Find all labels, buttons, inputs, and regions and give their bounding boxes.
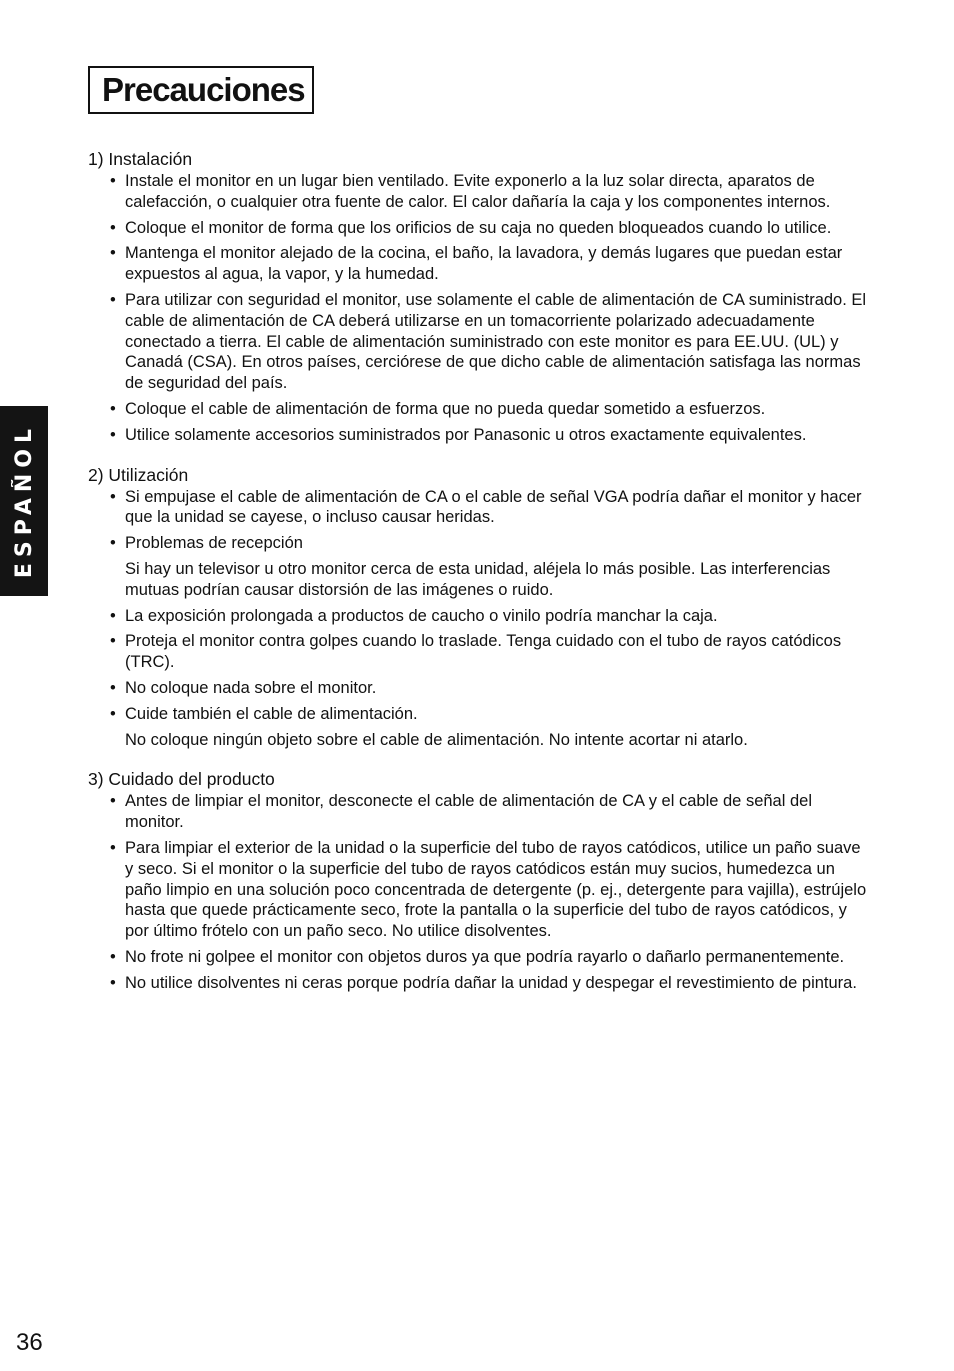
bullet-icon: • xyxy=(110,172,116,190)
bullet-icon: • xyxy=(110,973,116,992)
bullet-icon: • xyxy=(110,425,116,444)
list-item-subtext: Si hay un televisor u otro monitor cerca de esta unidad, aléjela lo más posible. Las interferencias mutuas podrían causar distorsión de las imágenes o ruido. xyxy=(125,559,831,599)
list-item xyxy=(88,533,868,600)
list-item-text: Si empujase el cable de alimentación de CA o el cable de señal VGA podría dañar el monitor y hacer que la unidad se cayese, o incluso causar heridas. xyxy=(125,487,862,527)
list-item xyxy=(88,678,868,699)
list-item-text: Para utilizar con seguridad el monitor, use solamente el cable de alimentación de CA suministrado. El cable de alimentación de CA deberá utilizarse en un tomacorriente polarizado adecuadamente conectado a tierra. El cable de alimentación suministrado con este monitor es para EE.UU. (UL) y Canadá (CSA). En otros países, cerciórese de que dicho cable de alimentación satisfaga las normas de seguridad del país. xyxy=(125,290,867,393)
precautions-section xyxy=(88,768,868,993)
section-heading: 1) Instalación xyxy=(88,149,193,169)
bullet-icon: • xyxy=(110,838,116,857)
list-item-text: Coloque el monitor de forma que los orificios de su caja no queden bloqueados cuando lo utilice. xyxy=(125,218,832,237)
bullet-icon: • xyxy=(110,704,116,723)
list-item-text: Utilice solamente accesorios suministrados por Panasonic u otros exactamente equivalentes. xyxy=(125,425,807,444)
list-item xyxy=(88,399,868,420)
list-item-text: No frote ni golpee el monitor con objetos duros ya que podría rayarlo o dañarlo permanentemente. xyxy=(125,947,845,966)
list-item xyxy=(88,243,868,285)
bullet-icon: • xyxy=(110,399,116,418)
bullet-icon: • xyxy=(110,487,116,506)
list-item-text: Problemas de recepción xyxy=(125,534,303,553)
language-label: ESPAÑOL xyxy=(11,423,37,579)
list-item xyxy=(88,791,868,833)
section-heading: 2) Utilización xyxy=(88,464,189,485)
bullet-icon: • xyxy=(110,632,116,651)
precautions-section xyxy=(88,464,868,751)
page-title: Precauciones xyxy=(102,71,305,108)
bullet-icon: • xyxy=(110,792,116,811)
bullet-icon: • xyxy=(110,606,116,625)
bullet-icon: • xyxy=(110,290,116,309)
bullet-icon: • xyxy=(110,244,116,263)
list-item-text: Proteja el monitor contra golpes cuando lo traslade. Tenga cuidado con el tubo de rayos catódicos (TRC). xyxy=(125,632,842,672)
list-item xyxy=(88,704,868,751)
list-item xyxy=(88,425,868,446)
list-item xyxy=(88,631,868,673)
list-item-text: Mantenga el monitor alejado de la cocina, el baño, la lavadora, y demás lugares que puedan estar expuestos al agua, la vapor, y la humedad. xyxy=(125,244,843,284)
list-item xyxy=(88,290,868,394)
section-heading: 3) Cuidado del producto xyxy=(88,769,275,790)
page-title-box xyxy=(88,66,314,114)
list-item-text: No coloque nada sobre el monitor. xyxy=(125,678,377,697)
precautions-section xyxy=(88,148,868,446)
list-item xyxy=(88,947,868,968)
bullet-icon: • xyxy=(110,534,116,553)
list-item-text: No utilice disolventes ni ceras porque podría dañar la unidad y despegar el revestimiento de pintura. xyxy=(125,973,857,992)
list-item xyxy=(88,606,868,627)
list-item-text: Para limpiar el exterior de la unidad o la superficie del tubo de rayos catódicos, utilice un paño suave y seco. Si el monitor o la superficie del tubo de rayos catódicos están muy sucios, humedezca un paño limpio en una solución poco concentrada de detergente (p. ej., detergente para vajilla), estrújelo hasta que quede prácticamente seco, frote la pantalla o la superficie del tubo de rayos catódicos, y por último frótelo con un paño seco. No utilice disolventes. xyxy=(125,838,867,941)
list-item xyxy=(88,973,868,994)
list-item-text: Instale el monitor en un lugar bien ventilado. Evite exponerlo a la luz solar directa, aparatos de calefacción, o cualquier otra fuente de calor. El calor dañaría la caja y los componentes internos. xyxy=(125,172,831,211)
list-item xyxy=(88,218,868,239)
bullet-icon: • xyxy=(110,218,116,237)
precautions-content xyxy=(88,148,868,1012)
list-item xyxy=(88,838,868,942)
list-item-subtext: No coloque ningún objeto sobre el cable de alimentación. No intente acortar ni atarlo. xyxy=(125,730,748,749)
list-item xyxy=(88,171,868,213)
list-item-text: La exposición prolongada a productos de caucho o vinilo podría manchar la caja. xyxy=(125,606,718,625)
list-item xyxy=(88,487,868,529)
language-side-tab xyxy=(0,406,48,596)
list-item-text: Cuide también el cable de alimentación. xyxy=(125,704,418,723)
bullet-icon: • xyxy=(110,678,116,697)
bullet-icon: • xyxy=(110,947,116,966)
list-item-text: Antes de limpiar el monitor, desconecte el cable de alimentación de CA y el cable de señal del monitor. xyxy=(125,792,812,832)
list-item-text: Coloque el cable de alimentación de forma que no pueda quedar sometido a esfuerzos. xyxy=(125,399,766,418)
page-number: 36 xyxy=(16,1329,43,1356)
